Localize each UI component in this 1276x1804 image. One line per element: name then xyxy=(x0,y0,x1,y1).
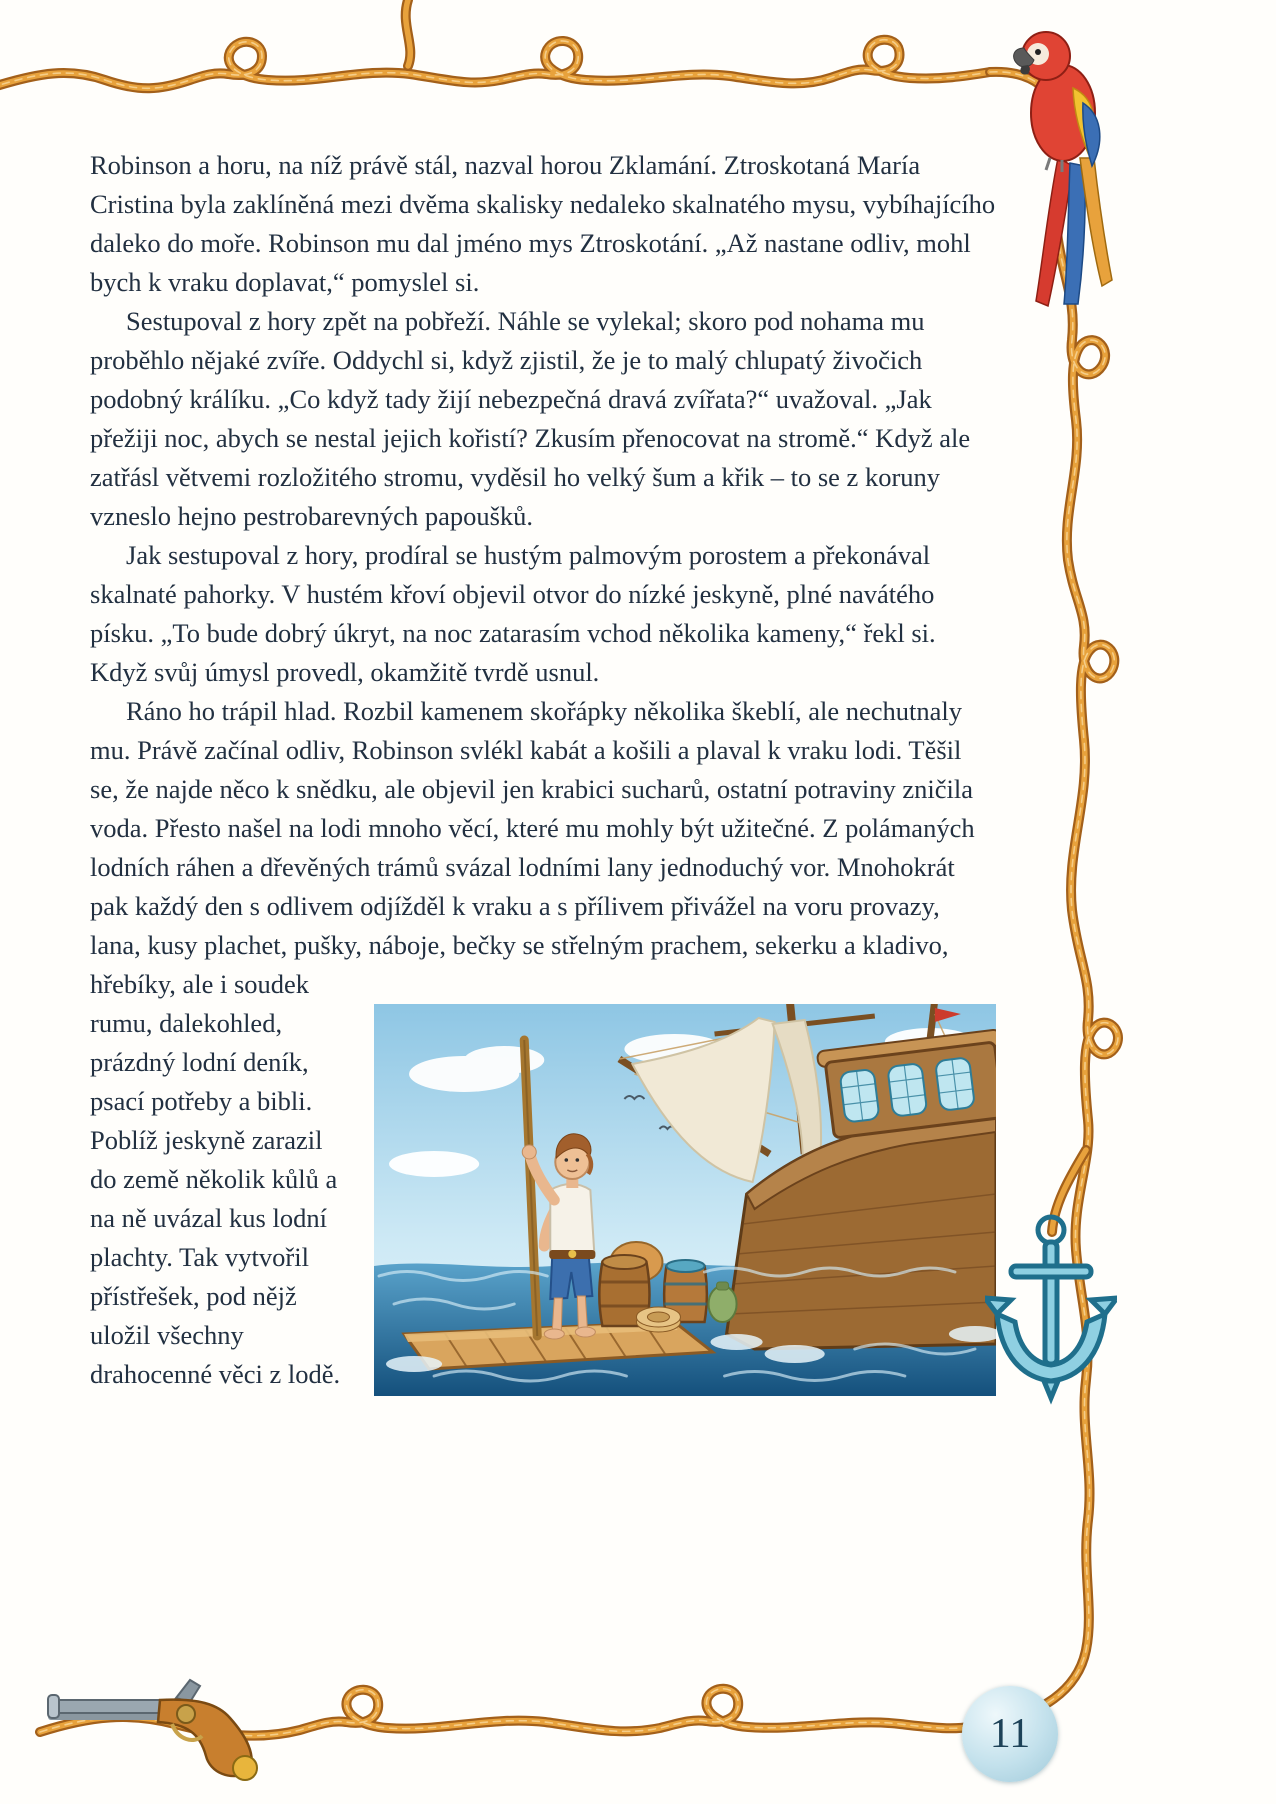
story-text xyxy=(90,146,996,1396)
anchor-illustration xyxy=(985,1206,1117,1430)
rope-right xyxy=(990,72,1118,1722)
rope-top xyxy=(0,40,990,89)
paragraph-1: Robinson a horu, na níž právě stál, nazval horou Zklamání. Ztroskotaná María Cristina byla zaklíněná mezi dvěma skalisky nedaleko skalnatého mysu, vybíhajícího daleko do moře. Robinson mu dal jméno mys Ztroskotání. „Až nastane odliv, mohl bych k vraku doplavat,“ pomyslel si. xyxy=(90,150,996,297)
rope-top-thread xyxy=(406,0,411,66)
page-number-badge xyxy=(962,1686,1058,1782)
raft-shipwreck-illustration xyxy=(374,1004,996,1396)
text-and-illustration-row xyxy=(90,1004,996,1396)
pistol-illustration xyxy=(46,1662,284,1790)
paragraph-4-continued: rumu, dalekohled, prázdný lodní deník, psací potřeby a bibli. Poblíž jeskyně zarazil do země několik kůlů a na ně uvázal kus lodní plachty. Tak vytvořil přístřešek, pod nějž uložil všechny drahocenné věci z lodě. xyxy=(90,1008,341,1389)
parrot-illustration xyxy=(988,8,1138,310)
page-number: 11 xyxy=(989,1711,1031,1757)
paragraph-4: Ráno ho trápil hlad. Rozbil kamenem skořápky několika škeblí, ale nechutnaly mu. Právě začínal odliv, Robinson svlékl kabát a košili a plaval k vraku lodi. Těšil se, že najde něco k snědku, ale objevil jen krabici sucharů, ostatní potraviny zničila voda. Přesto našel na lodi mnoho věcí, které mu mohly být užitečné. Z polámaných lodních ráhen a dřevěných trámů svázal lodními lany jednoduchý vor. Mnohokrát pak každý den s odlivem odjížděl k vraku a s přílivem přivážel na voru provazy, lana, kusy plachet, pušky, náboje, bečky se střelným prachem, sekerku a kladivo, hřebíky, ale i soudek xyxy=(90,696,975,999)
narrow-text-column xyxy=(90,1004,352,1394)
paragraph-3: Jak sestupoval z hory, prodíral se hustým palmovým porostem a překonával skalnaté pahorky. V hustém křoví objevil otvor do nízké jeskyně, plné navátého písku. „To bude dobrý úkryt, na noc zatarasím vchod několika kameny,“ řekl si. Když svůj úmysl provedl, okamžitě tvrdě usnul. xyxy=(90,540,936,687)
paragraph-2: Sestupoval z hory zpět na pobřeží. Náhle se vylekal; skoro pod nohama mu proběhlo nějaké zvíře. Oddychl si, když zjistil, že je to malý chlupatý živočich podobný králíku. „Co když tady žijí nebezpečná dravá zvířata?“ uvažoval. „Jak přežiji noc, abych se nestal jejich kořistí? Zkusím přenocovat na stromě.“ Když ale zatřásl větvemi rozložitého stromu, vyděsil ho velký šum a křik – to se z koruny vzneslo hejno pestrobarevných papoušků. xyxy=(90,306,971,531)
